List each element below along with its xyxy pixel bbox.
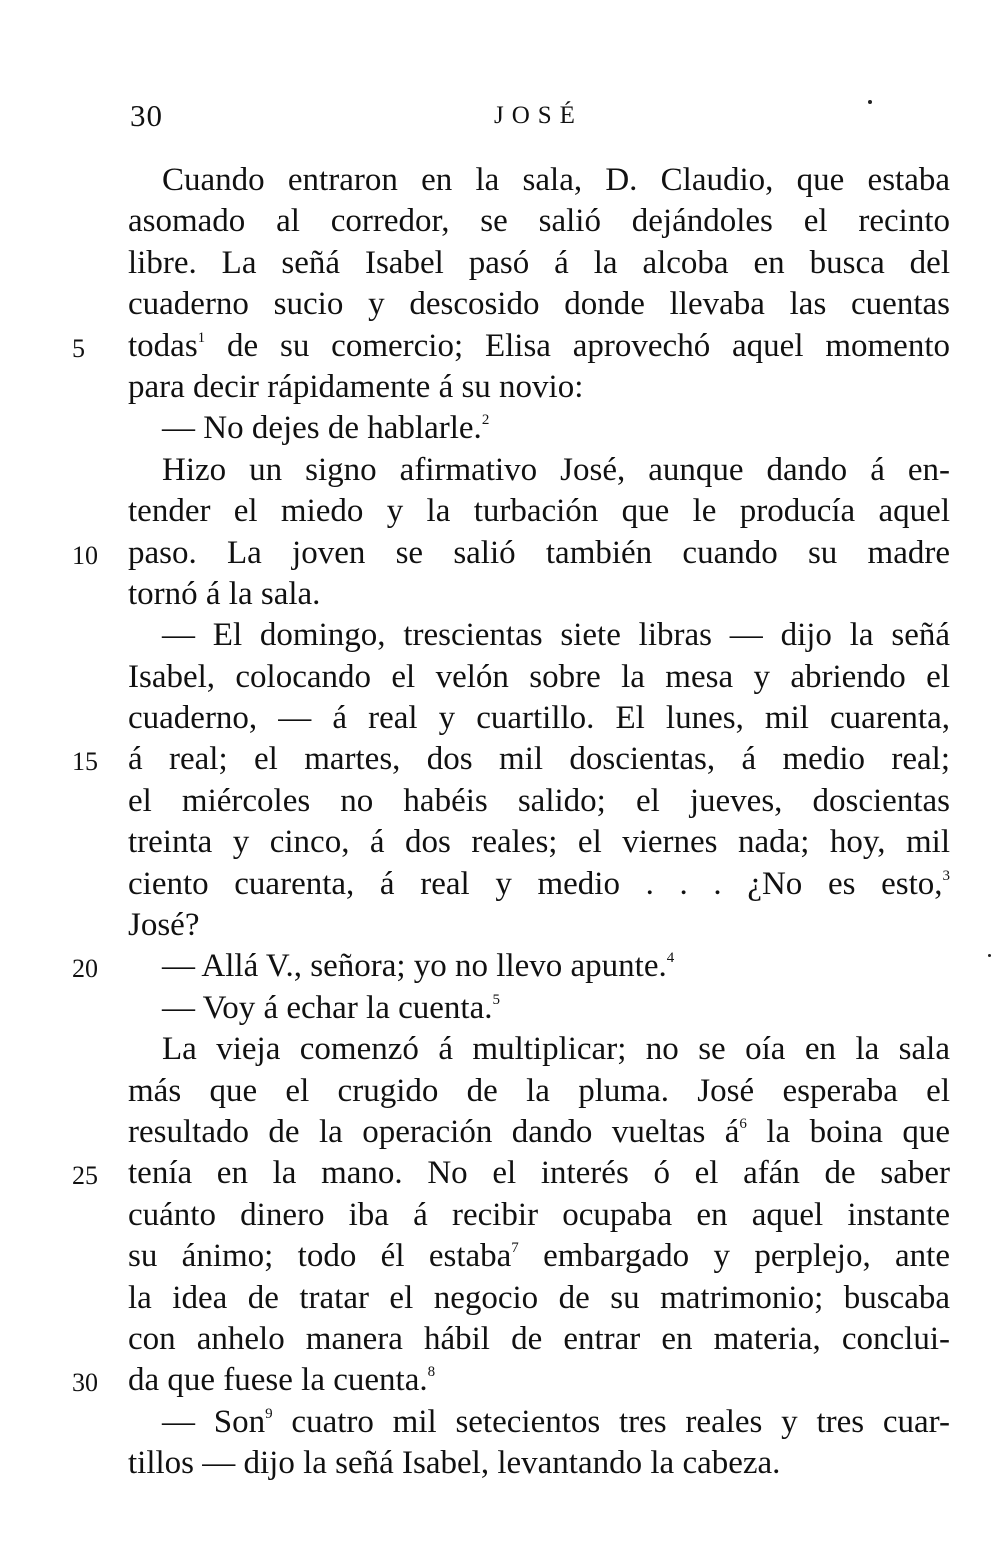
line-text <box>128 574 950 615</box>
text-run: para decir rápidamente á su novio: <box>128 368 584 405</box>
text-run: — El domingo, trescientas siete libras — dijo la señá <box>162 617 950 654</box>
text-line <box>128 781 950 822</box>
footnote-marker: 8 <box>427 1364 436 1381</box>
text-line <box>128 1195 950 1236</box>
text-line <box>128 367 950 408</box>
line-text <box>128 450 950 491</box>
footnote-marker: 7 <box>511 1240 519 1257</box>
text-line <box>72 946 950 987</box>
text-line <box>128 408 950 449</box>
text-run: da que fuese la cuenta. <box>128 1362 428 1399</box>
text-line <box>72 739 950 780</box>
text-run: tornó á la sala. <box>128 575 321 612</box>
text-run: cuaderno sucio y descosido donde llevaba las cuentas <box>128 286 950 323</box>
text-run: cuatro mil setecientos tres reales y tres cuar- <box>272 1403 950 1440</box>
line-text <box>128 1402 950 1443</box>
line-number: 15 <box>72 747 98 777</box>
line-text <box>128 408 950 449</box>
text-line <box>128 1029 950 1070</box>
text-line <box>128 698 950 739</box>
text-run: — Voy á echar la cuenta. <box>162 989 493 1026</box>
text-run: cuaderno, — á real y cuartillo. El lunes, mil cuarenta, <box>128 700 950 737</box>
line-text <box>128 1319 950 1360</box>
line-text <box>128 988 950 1029</box>
text-line <box>128 905 950 946</box>
line-number: 20 <box>72 954 98 984</box>
line-text <box>128 781 950 822</box>
line-text <box>128 1071 950 1112</box>
line-text <box>128 533 950 574</box>
text-line <box>72 326 950 367</box>
text-line <box>128 243 950 284</box>
page-header <box>0 98 1000 142</box>
footnote-marker: 5 <box>492 991 500 1008</box>
text-run: el miércoles no habéis salido; el jueves, doscientas <box>128 782 950 819</box>
text-run: libre. La señá Isabel pasó á la alcoba en busca del <box>128 244 950 281</box>
text-run: Hizo un signo afirmativo José, aunque dando á en- <box>162 451 950 488</box>
text-run: todas <box>128 327 198 364</box>
text-run: la idea de tratar el negocio de su matrimonio; buscaba <box>128 1279 950 1316</box>
line-number: 30 <box>72 1368 98 1398</box>
footnote-marker: 3 <box>942 867 950 884</box>
line-text <box>128 657 950 698</box>
text-line <box>128 1402 950 1443</box>
text-run: con anhelo manera hábil de entrar en materia, conclui- <box>128 1320 950 1357</box>
text-run: de su comercio; Elisa aprovechó aquel momento <box>205 327 950 364</box>
text-line <box>128 1278 950 1319</box>
text-run: José? <box>128 907 200 944</box>
text-line <box>128 1236 950 1277</box>
line-text <box>128 1443 950 1484</box>
text-run: ciento cuarenta, á real y medio . . . ¿No es esto, <box>128 865 943 902</box>
line-text <box>128 1236 950 1277</box>
line-text <box>128 698 950 739</box>
text-run: cuánto dinero iba á recibir ocupaba en aquel instante <box>128 1196 950 1233</box>
text-line <box>128 1112 950 1153</box>
text-line <box>128 1319 950 1360</box>
text-run: más que el crugido de la pluma. José esperaba el <box>128 1072 950 1109</box>
text-line <box>128 822 950 863</box>
text-run: tenía en la mano. No el interés ó el afán de saber <box>128 1155 950 1192</box>
text-run: treinta y cinco, á dos reales; el viernes nada; hoy, mil <box>128 824 950 861</box>
line-text <box>128 739 950 780</box>
text-run: — No dejes de hablarle. <box>162 410 482 447</box>
text-run: asomado al corredor, se salió dejándoles el recinto <box>128 203 950 240</box>
text-line <box>72 533 950 574</box>
line-text <box>128 1029 950 1070</box>
text-run: — Allá V., señora; yo no llevo apunte. <box>162 948 667 985</box>
text-run: tender el miedo y la turbación que le producía aquel <box>128 493 950 530</box>
text-line <box>128 574 950 615</box>
line-text <box>128 1278 950 1319</box>
line-text <box>128 1360 950 1401</box>
text-line <box>128 615 950 656</box>
text-run: tillos — dijo la señá Isabel, levantando la cabeza. <box>128 1445 781 1482</box>
line-number: 10 <box>72 540 98 570</box>
text-line <box>72 1153 950 1194</box>
running-head: JOSÉ <box>494 102 583 129</box>
text-run: á real; el martes, dos mil doscientas, á medio real; <box>128 741 950 778</box>
line-text <box>128 864 950 905</box>
line-text <box>128 946 950 987</box>
footnote-marker: 1 <box>197 329 206 346</box>
line-number: 25 <box>72 1161 98 1191</box>
text-run: resultado de la operación dando vueltas á <box>128 1113 740 1150</box>
text-run: embargado y perplejo, ante <box>518 1238 950 1275</box>
line-text <box>128 160 950 201</box>
text-line <box>128 864 950 905</box>
line-text <box>128 201 950 242</box>
text-run: — Son <box>162 1403 266 1440</box>
text-run: su ánimo; todo él estaba <box>128 1238 512 1275</box>
line-text <box>128 905 950 946</box>
line-text <box>128 1153 950 1194</box>
text-line <box>72 1360 950 1401</box>
page-number: 30 <box>130 98 163 133</box>
text-line <box>128 160 950 201</box>
footnote-marker: 2 <box>481 412 490 429</box>
line-text <box>128 284 950 325</box>
print-speck <box>988 954 991 957</box>
footnote-marker: 4 <box>666 950 675 967</box>
line-text <box>128 822 950 863</box>
line-text <box>128 243 950 284</box>
line-text <box>128 491 950 532</box>
text-line <box>128 1443 950 1484</box>
text-line <box>128 491 950 532</box>
line-number: 5 <box>72 333 85 363</box>
footnote-marker: 6 <box>739 1115 747 1132</box>
footnote-marker: 9 <box>265 1405 273 1422</box>
line-text <box>128 615 950 656</box>
line-text <box>128 367 950 408</box>
text-line <box>128 284 950 325</box>
body-text <box>72 160 950 1485</box>
text-line <box>128 201 950 242</box>
text-line <box>128 450 950 491</box>
text-run: la boina que <box>746 1113 950 1150</box>
text-run: Isabel, colocando el velón sobre la mesa y abriendo el <box>128 658 950 695</box>
print-speck <box>868 100 872 104</box>
text-run: La vieja comenzó á multiplicar; no se oía en la sala <box>162 1031 950 1068</box>
line-text <box>128 1112 950 1153</box>
line-text <box>128 1195 950 1236</box>
line-text <box>128 326 950 367</box>
text-line <box>128 657 950 698</box>
text-line <box>128 1071 950 1112</box>
text-run: paso. La joven se salió también cuando su madre <box>128 534 950 571</box>
text-line <box>128 988 950 1029</box>
text-run: Cuando entraron en la sala, D. Claudio, que estaba <box>162 162 950 198</box>
